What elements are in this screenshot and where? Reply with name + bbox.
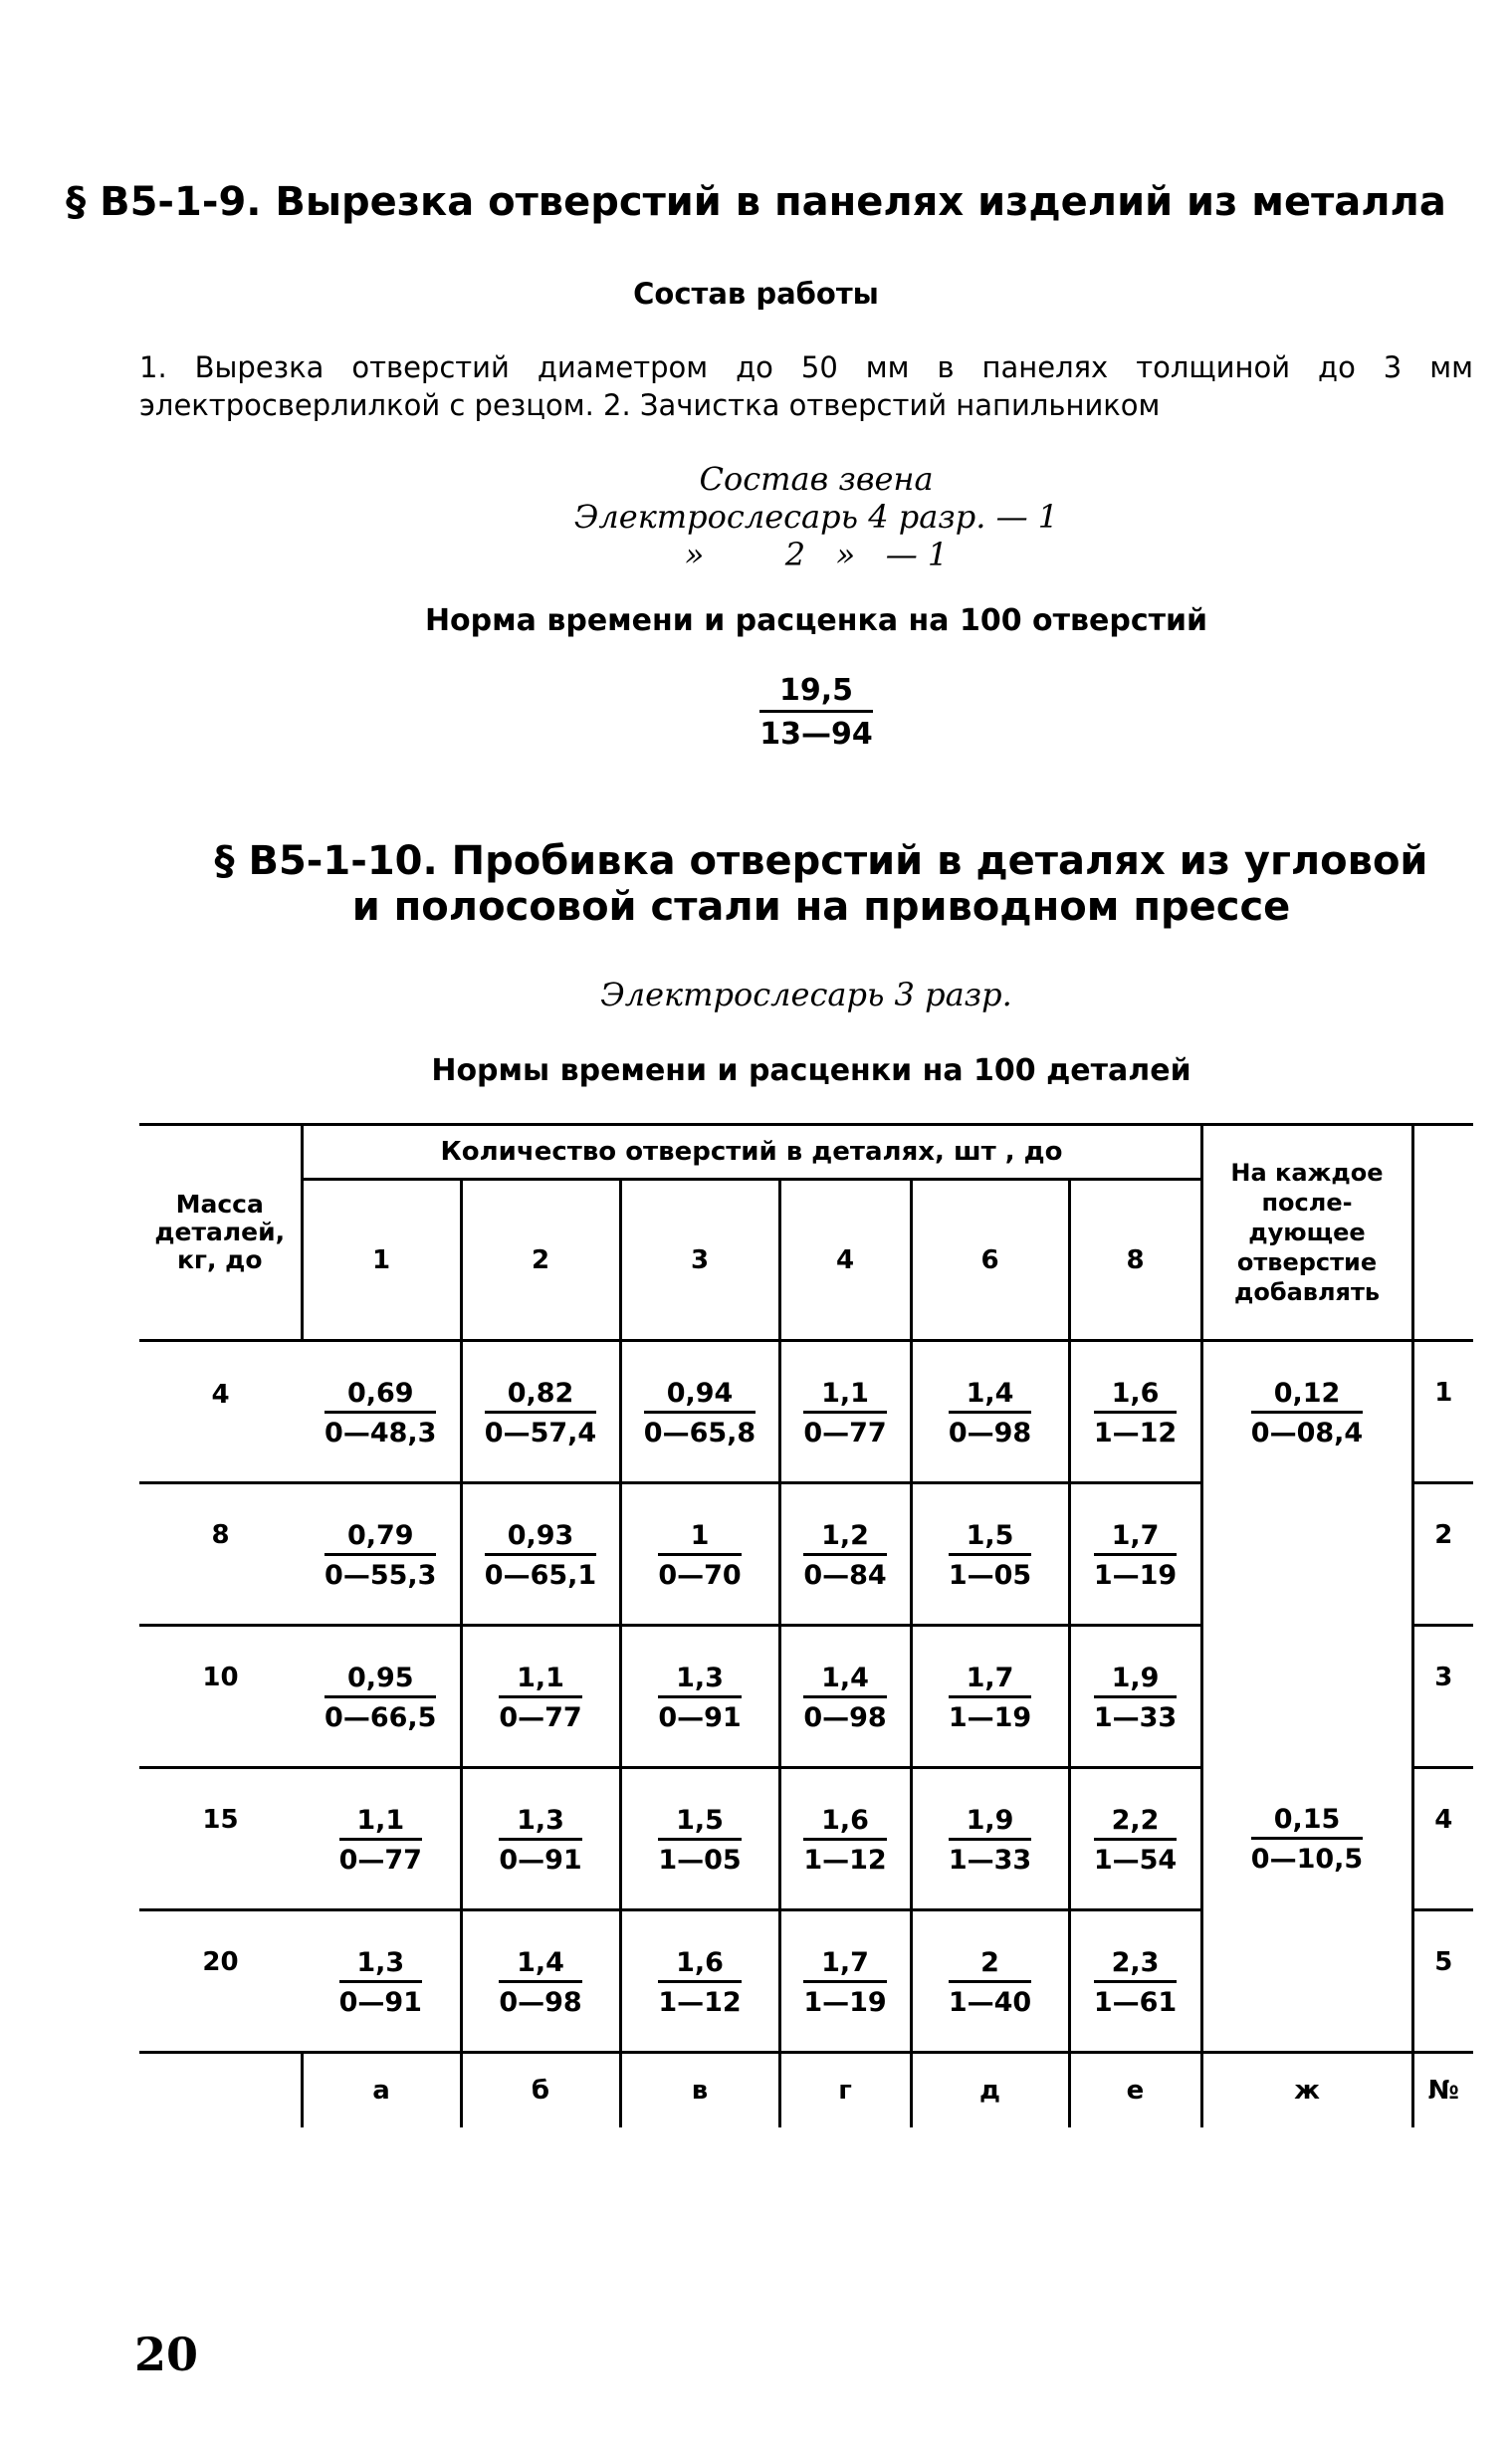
table-cell: $\frac{1,4}{0—98}$ (911, 1341, 1069, 1483)
table-cell: $\frac{1,6}{1—12}$ (620, 1910, 779, 2053)
row-number: 2 (1412, 1483, 1473, 1626)
crew-heading: Состав звена (699, 460, 934, 498)
composition-line-1: 1. Вырезка отверстий диаметром до 50 мм в панелях толщиной до 3 мм (139, 350, 1473, 384)
table-cell: $\frac{2,3}{1—61}$ (1069, 1910, 1201, 2053)
table-cell: $\frac{1,3}{0—91}$ (620, 1626, 779, 1768)
row-number: 5 (1412, 1910, 1473, 2053)
section-title: § В5-1-9. Вырезка отверстий в панелях изделий из металла (66, 179, 1446, 225)
table-cell: $\frac{1,5}{1—05}$ (620, 1768, 779, 1910)
norm-fraction (0, 673, 1512, 752)
mass-value: 20 (139, 1910, 302, 2053)
column-letter: д (911, 2053, 1069, 2127)
hole-count-1: 1 (302, 1180, 461, 1341)
mass-header: Масса деталей, кг, до (139, 1125, 302, 1341)
norms-table (139, 1123, 1473, 2127)
row-number: 3 (1412, 1626, 1473, 1768)
composition-heading: Состав работы (633, 277, 879, 311)
table-cell: $\frac{0,94}{0—65,8}$ (620, 1341, 779, 1483)
mass-value: 4 (139, 1341, 302, 1483)
column-letter: е (1069, 2053, 1201, 2127)
table-cell: $\frac{0,93}{0—65,1}$ (461, 1483, 620, 1626)
table-cell: $\frac{1}{0—70}$ (620, 1483, 779, 1626)
column-letter: б (461, 2053, 620, 2127)
composition-line-2: электросверлилкой с резцом. 2. Зачистка отверстий напильником (139, 388, 1161, 422)
page-number: 20 (134, 2328, 199, 2381)
crew-line-2: » 2 » — 1 (684, 536, 949, 573)
table-cell: $\frac{0,95}{0—66,5}$ (302, 1626, 461, 1768)
column-letter: № (1427, 2075, 1459, 2106)
mass-value: 10 (139, 1626, 302, 1768)
table-cell: $\frac{1,3}{0—91}$ (302, 1910, 461, 2053)
table-cell: $\frac{1,6}{1—12}$ (779, 1768, 911, 1910)
extra-header: На каждое после-дующее отверстие добавлять (1201, 1125, 1412, 1341)
section-title-2-line-1: § В5-1-10. Пробивка отверстий в деталях из угловой (214, 838, 1428, 884)
extra-cell: $\frac{0,12}{0—08,4}$ (1201, 1341, 1412, 1768)
column-letter: в (620, 2053, 779, 2127)
holes-header: Количество отверстий в деталях, шт , до (302, 1125, 1201, 1180)
norm-value: 19,5 (759, 673, 873, 713)
table-cell: $\frac{1,2}{0—84}$ (779, 1483, 911, 1626)
column-letter: г (779, 2053, 911, 2127)
hole-count-4: 4 (779, 1180, 911, 1341)
norm-heading: Норма времени и расценка на 100 отверстий (424, 603, 1208, 638)
hole-count-2: 2 (461, 1180, 620, 1341)
hole-count-8: 8 (1069, 1180, 1201, 1341)
hole-count-6: 6 (911, 1180, 1069, 1341)
row-number: 4 (1412, 1768, 1473, 1910)
mass-value: 15 (139, 1768, 302, 1910)
table-cell: $\frac{1,1}{0—77}$ (302, 1768, 461, 1910)
table-cell: $\frac{1,5}{1—05}$ (911, 1483, 1069, 1626)
table-cell: $\frac{1,7}{1—19}$ (1069, 1483, 1201, 1626)
column-letter: ж (1201, 2053, 1412, 2127)
table-cell: $\frac{1,9}{1—33}$ (1069, 1626, 1201, 1768)
extra-cell: $\frac{0,15}{0—10,5}$ (1201, 1768, 1412, 2053)
table-cell: $\frac{1,4}{0—98}$ (461, 1910, 620, 2053)
table-cell: $\frac{0,82}{0—57,4}$ (461, 1341, 620, 1483)
table-cell: $\frac{0,69}{0—48,3}$ (302, 1341, 461, 1483)
worker-grade: Электрослесарь 3 разр. (600, 976, 1012, 1013)
table-cell: $\frac{1,1}{0—77}$ (461, 1626, 620, 1768)
table-cell: $\frac{0,79}{0—55,3}$ (302, 1483, 461, 1626)
norm-rate: 13—94 (759, 717, 873, 752)
table-cell: $\frac{1,6}{1—12}$ (1069, 1341, 1201, 1483)
table-cell: $\frac{1,3}{0—91}$ (461, 1768, 620, 1910)
table-cell: $\frac{1,7}{1—19}$ (911, 1626, 1069, 1768)
hole-count-3: 3 (620, 1180, 779, 1341)
table-cell: $\frac{1,7}{1—19}$ (779, 1910, 911, 2053)
table-cell: $\frac{1,9}{1—33}$ (911, 1768, 1069, 1910)
table-cell: $\frac{1,4}{0—98}$ (779, 1626, 911, 1768)
crew-line-1: Электрослесарь 4 разр. — 1 (573, 498, 1059, 536)
table-caption: Нормы времени и расценки на 100 деталей (431, 1053, 1191, 1088)
section-title-2-line-2: и полосовой стали на приводном прессе (351, 884, 1291, 930)
column-letter: а (302, 2053, 461, 2127)
table-cell: $\frac{2,2}{1—54}$ (1069, 1768, 1201, 1910)
row-number: 1 (1412, 1341, 1473, 1483)
table-cell: $\frac{2}{1—40}$ (911, 1910, 1069, 2053)
mass-value: 8 (139, 1483, 302, 1626)
table-cell: $\frac{1,1}{0—77}$ (779, 1341, 911, 1483)
